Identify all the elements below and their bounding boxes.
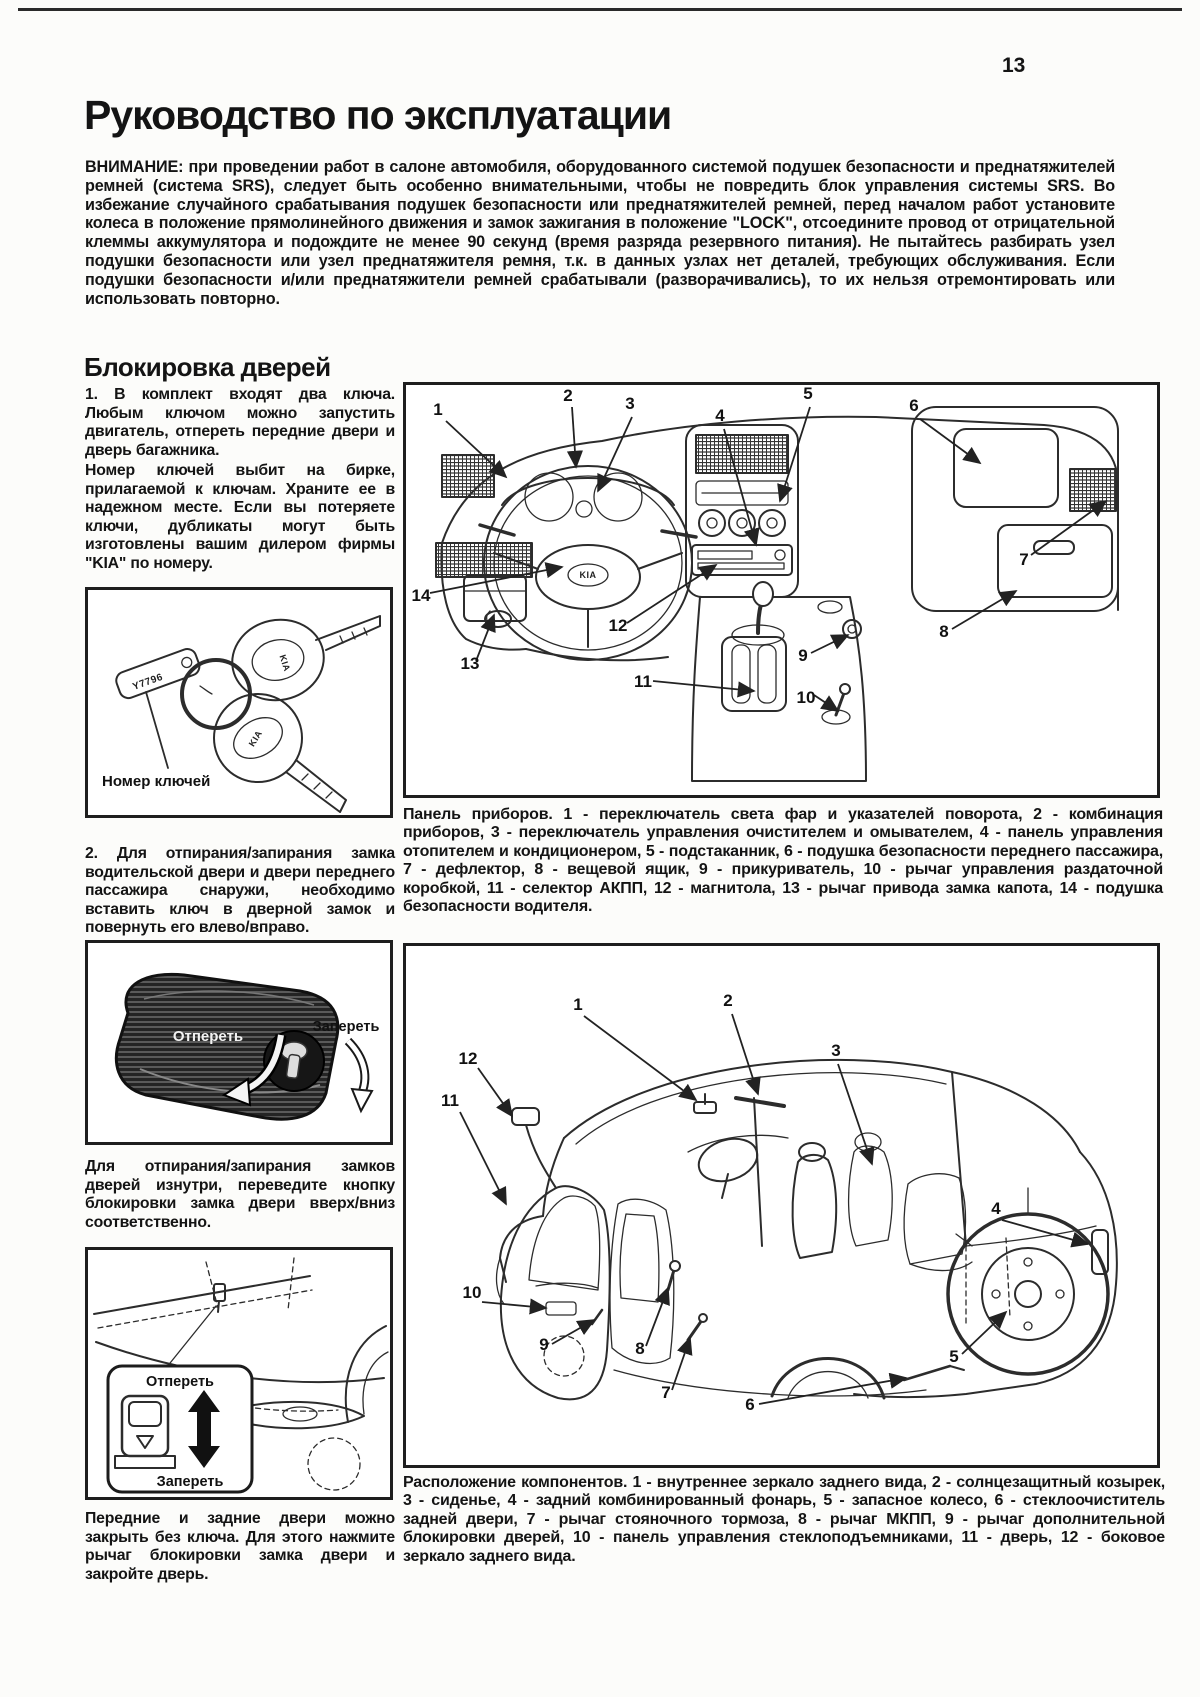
callout-number-7: 7 bbox=[1019, 550, 1029, 569]
key-tag-number: Y7796 bbox=[131, 671, 165, 693]
kia-logo-key2: KIA bbox=[246, 728, 265, 749]
car-drawing bbox=[497, 1060, 1117, 1399]
door-handle-illustration bbox=[88, 943, 390, 1142]
callout-number-6: 6 bbox=[745, 1395, 755, 1414]
callout-number-12: 12 bbox=[608, 616, 628, 635]
callout-number-12: 12 bbox=[458, 1049, 478, 1068]
dashboard-drawing bbox=[436, 407, 1118, 781]
callout-leader-line bbox=[814, 695, 838, 711]
section-heading: Блокировка дверей bbox=[84, 352, 331, 382]
callout-number-10: 10 bbox=[796, 688, 816, 707]
callout-number-6: 6 bbox=[909, 396, 919, 415]
door-unlock-label: Отпереть bbox=[146, 1374, 214, 1390]
callout-leader-line bbox=[478, 1068, 512, 1116]
keys-illustration bbox=[88, 590, 390, 815]
callout-leader-line bbox=[646, 1288, 668, 1346]
callout-leader-line bbox=[482, 1302, 546, 1308]
components-caption: Расположение компонентов. 1 - внутреннее зеркало заднего вида, 2 - солнцезащитный козырек, 3 - сиденье, 4 - задний комбинированный фонарь, 5 - запасное колесо, 6 - стеклоочиститель задней двери, 7 - рычаг стояночного тормоза, 8 - рычаг МКПП, 9 - рычаг дополнительной блокировки дверей, 10 - панель управления стеклоподъемниками, 11 - дверь, 12 - боковое зеркало заднего вида. bbox=[403, 1474, 1165, 1565]
figure-door-handle bbox=[85, 940, 393, 1145]
dashboard-illustration bbox=[406, 385, 1157, 795]
callout-number-11: 11 bbox=[441, 1091, 459, 1110]
callout-leader-line bbox=[838, 1064, 872, 1164]
callout-number-4: 4 bbox=[715, 406, 725, 425]
callout-leader-line bbox=[552, 1320, 594, 1344]
callout-leader-line bbox=[653, 681, 754, 691]
figure-interior-door bbox=[85, 1247, 393, 1500]
interior-door-illustration bbox=[88, 1250, 390, 1497]
callout-number-11: 11 bbox=[634, 672, 652, 691]
callout-number-9: 9 bbox=[798, 646, 808, 665]
paragraph-outside-lock: 2. Для отпирания/запирания замка водительской двери и двери переднего пассажира снаружи, необходимо вставить ключ в дверной замок и повернуть его влево/вправо. bbox=[85, 845, 395, 937]
callout-number-2: 2 bbox=[723, 991, 733, 1010]
figure-dashboard bbox=[403, 382, 1160, 798]
callout-number-9: 9 bbox=[539, 1335, 549, 1354]
figure-keys bbox=[85, 587, 393, 818]
kia-logo-steering: KIA bbox=[579, 570, 597, 580]
paragraph-keys-1: 1. В комплект входят два ключа. Любым ключом можно запустить двигатель, отпереть передние двери и дверь багажника. bbox=[85, 386, 395, 459]
callout-leader-line bbox=[962, 1312, 1006, 1354]
car-cutaway-illustration bbox=[406, 946, 1157, 1465]
warning-paragraph: ВНИМАНИЕ: при проведении работ в салоне автомобиля, оборудованного системой подушек безопасности и преднатяжителей ремней (система SRS), следует быть особенно внимательными, чтобы не повредить блок управления системы SRS. Во избежание случайного срабатывания подушек безопасности или преднатяжителей ремней, перед началом работ установите колеса в положение прямолинейного движения и замок зажигания в положение "LOCK", отсоедините провод от отрицательной клеммы аккумулятора и подождите не менее 90 секунд (время разряда резервного питания). Не пытайтесь разбирать узел подушки безопасности или узел преднатяжителя ремня, т.к. в данных узлах нет деталей, требующих обслуживания. Если подушки безопасности и/или преднатяжители ремней срабатывали (разворачивались), то их нельзя отремонтировать или использовать повторно. bbox=[85, 158, 1115, 308]
dashboard-caption: Панель приборов. 1 - переключатель света фар и указателей поворота, 2 - комбинация приборов, 3 - переключатель управления очистителем и омывателем, 4 - панель управления отопителем и кондиционером, 5 - подстаканник, 6 - подушка безопасности переднего пассажира, 7 - дефлектор, 8 - вещевой ящик, 9 - прикуриватель, 10 - рычаг управления раздаточной коробкой, 11 - селектор АКПП, 12 - магнитола, 13 - рычаг привода замка капота, 14 - подушка безопасности водителя. bbox=[403, 806, 1163, 916]
kia-logo-key1: KIA bbox=[277, 653, 293, 673]
callout-number-5: 5 bbox=[949, 1347, 959, 1366]
callout-number-1: 1 bbox=[573, 995, 583, 1014]
paragraph-close-without-key: Передние и задние двери можно закрыть без ключа. Для этого нажмите рычаг блокировки замка двери и закройте дверь. bbox=[85, 1510, 395, 1583]
callout-number-1: 1 bbox=[433, 400, 443, 419]
callout-number-7: 7 bbox=[661, 1383, 671, 1402]
handle-unlock-label: Отпереть bbox=[172, 1028, 244, 1045]
callout-number-5: 5 bbox=[803, 385, 813, 403]
callout-leader-line bbox=[1031, 501, 1106, 555]
callout-number-3: 3 bbox=[831, 1041, 841, 1060]
callout-leader-line bbox=[572, 407, 576, 467]
callout-number-2: 2 bbox=[563, 386, 573, 405]
callout-number-13: 13 bbox=[460, 654, 480, 673]
figure-components bbox=[403, 943, 1160, 1468]
callout-leader-line bbox=[584, 1016, 696, 1100]
callout-number-10: 10 bbox=[462, 1283, 482, 1302]
callout-leader-line bbox=[460, 1112, 506, 1204]
handle-drawing bbox=[116, 974, 372, 1119]
page-number: 13 bbox=[1002, 54, 1026, 77]
callout-leader-line bbox=[732, 1014, 758, 1094]
handle-lock-label: Запереть bbox=[312, 1019, 380, 1035]
callout-leader-line bbox=[672, 1338, 690, 1390]
callout-leader-line bbox=[920, 419, 980, 463]
callout-number-8: 8 bbox=[939, 622, 949, 641]
page-title: Руководство по эксплуатации bbox=[84, 92, 672, 138]
callout-number-8: 8 bbox=[635, 1339, 645, 1358]
paragraph-inside-lock: Для отпирания/запирания замков дверей изнутри, переведите кнопку блокировки замка двери вверх/вниз соответственно. bbox=[85, 1158, 395, 1231]
lock-knob-inset bbox=[108, 1366, 252, 1492]
paragraph-keys-2: Номер ключей выбит на бирке, прилагаемой к ключам. Храните ее в надежном месте. Если вы потеряете ключи, дубликаты могут быть изготовлены вашим дилером фирмы "KIA" по номеру. bbox=[85, 462, 395, 572]
door-lock-label: Запереть bbox=[156, 1474, 224, 1490]
callout-number-3: 3 bbox=[625, 394, 635, 413]
callout-leader-line bbox=[759, 1378, 906, 1404]
scan-edge-line bbox=[18, 8, 1182, 11]
keys-number-label: Номер ключей bbox=[102, 773, 211, 790]
callout-number-14: 14 bbox=[411, 586, 431, 605]
callout-number-4: 4 bbox=[991, 1199, 1001, 1218]
callout-leader-line bbox=[811, 635, 848, 653]
